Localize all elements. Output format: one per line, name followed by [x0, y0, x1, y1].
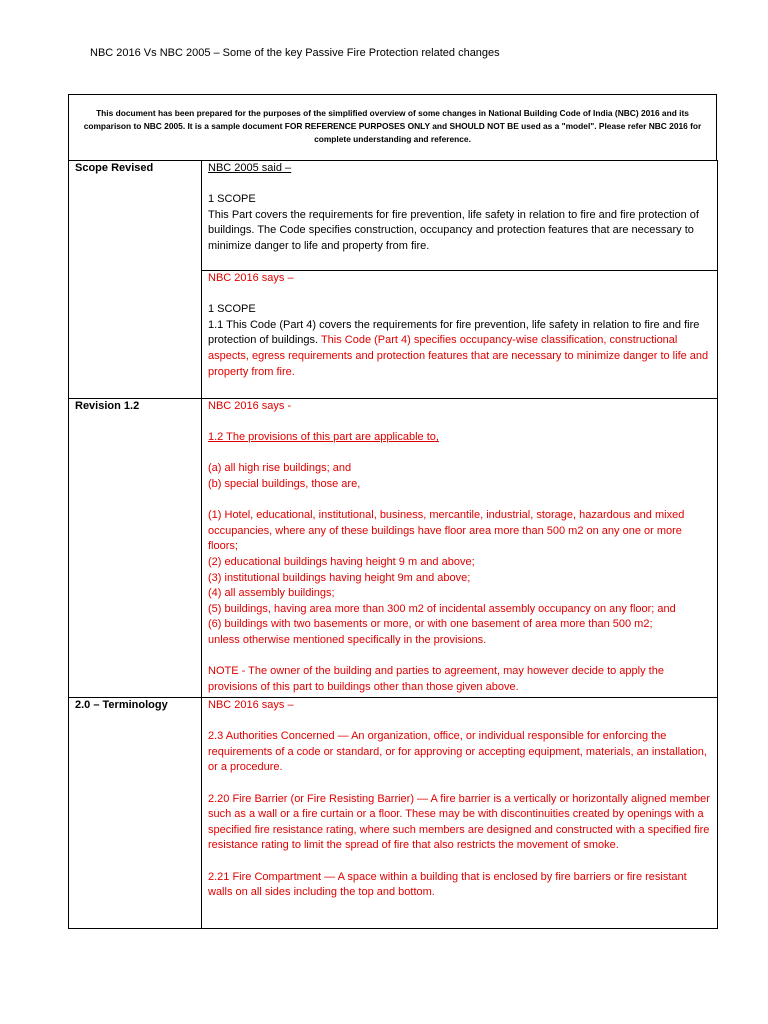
- revision-item-a: (a) all high rise buildings; and: [208, 462, 352, 475]
- nbc2016-scope-cell: [202, 271, 718, 399]
- page-title: NBC 2016 Vs NBC 2005 – Some of the key Passive Fire Protection related changes: [90, 47, 500, 59]
- row-label-revision: Revision 1.2: [69, 399, 202, 698]
- revision-item-6: (6) buildings with two basements or more, or with one basement of area more than 500 m2;: [208, 618, 653, 631]
- revision-unless: unless otherwise mentioned specifically in the provisions.: [208, 633, 487, 646]
- nbc2005-scope-cell: [202, 161, 718, 271]
- revision-cell: [202, 399, 718, 698]
- terminology-heading: NBC 2016 says –: [208, 699, 294, 711]
- nbc2016-scope-body: [208, 318, 711, 380]
- term-2-3: 2.3 Authorities Concerned — An organization, office, or individual responsible for enforcing the requirements of a code or standard, or for approving or accepting equipment, materials, an installation, or a procedure.: [208, 730, 707, 774]
- nbc2016-scope-body-red: This Code (Part 4) specifies occupancy-wise classification, constructional aspects, egress requirements and protection features that are necessary to minimize danger to life and property from fire.: [208, 334, 709, 378]
- row-label-scope: Scope Revised: [69, 161, 202, 399]
- terminology-cell: [202, 698, 718, 929]
- nbc2005-heading: NBC 2005 said –: [208, 162, 292, 174]
- table-row: [69, 698, 718, 929]
- table-row: [69, 399, 718, 698]
- nbc2016-scope-title: 1 SCOPE: [208, 303, 256, 316]
- disclaimer-notice: This document has been prepared for the purposes of the simplified overview of some changes in National Building Code of India (NBC) 2016 and its comparison to NBC 2005. It is a sample document FOR REFERENCE PURPOSES ONLY and SHOULD NOT BE used as a "model". Please refer NBC 2016 for complete understanding and reference.: [68, 94, 717, 160]
- revision-item-3: (3) institutional buildings having height 9m and above;: [208, 571, 471, 584]
- term-2-20: 2.20 Fire Barrier (or Fire Resisting Barrier) — A fire barrier is a vertically or horizontally aligned member such as a wall or a fire curtain or a floor. These may be with discontinuities created by openings with a specified fire resistance rating, where such members are designed and constructed with a specified fire resistance rating to limit the spread of fire that also restricts the movement of smoke.: [208, 792, 710, 852]
- revision-heading: NBC 2016 says -: [208, 400, 292, 412]
- term-2-21: 2.21 Fire Compartment — A space within a building that is enclosed by fire barriers or fire resistant walls on all sides including the top and bottom.: [208, 870, 687, 899]
- revision-item-4: (4) all assembly buildings;: [208, 587, 335, 600]
- revision-item-b: (b) special buildings, those are,: [208, 477, 361, 490]
- nbc2005-scope-title: 1 SCOPE: [208, 193, 256, 206]
- nbc2016-scope-body-black: 1.1 This Code (Part 4) covers the requirements for fire prevention, life safety in relation to fire and fire protection of buildings.: [208, 318, 700, 347]
- revision-item-2: (2) educational buildings having height 9 m and above;: [208, 555, 475, 568]
- row-label-terminology: 2.0 – Terminology: [69, 698, 202, 929]
- revision-item-5: (5) buildings, having area more than 300 m2 of incidental assembly occupancy on any floor; and: [208, 602, 676, 615]
- nbc2005-scope-body: This Part covers the requirements for fire prevention, life safety in relation to fire and fire protection of buildings. The Code specifies construction, occupancy and protection features that are necessary to minimize danger to life and property from fire.: [208, 208, 699, 252]
- comparison-table: [68, 160, 718, 929]
- revision-item-1: (1) Hotel, educational, institutional, business, mercantile, industrial, storage, hazardous and mixed occupancies, where any of these buildings have floor area more than 500 m2 on any one or more floors;: [208, 509, 685, 553]
- revision-note: NOTE - The owner of the building and parties to agreement, may however decide to apply the provisions of this part to buildings other than those given above.: [208, 665, 664, 693]
- table-row: [69, 161, 718, 271]
- revision-provision: 1.2 The provisions of this part are applicable to,: [208, 431, 439, 444]
- nbc2016-heading: NBC 2016 says –: [208, 272, 294, 284]
